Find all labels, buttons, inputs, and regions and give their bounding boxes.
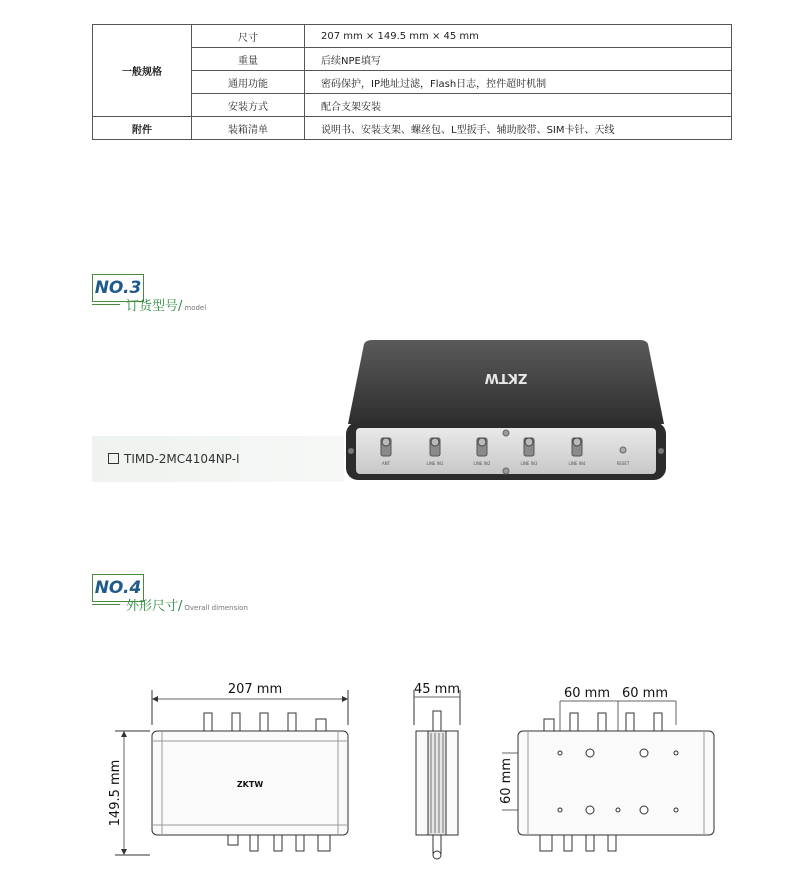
section-title-en: model [184,304,207,312]
section-title [126,595,248,614]
device-image [340,338,672,486]
row-value: 配合支架安装 [305,94,732,117]
rear-spacing-label-2: 60 mm [621,686,669,701]
port-label: LINE IN3 [520,461,538,466]
antenna-connector [381,438,391,466]
section-divider [92,604,120,605]
front-view [115,690,348,855]
screw-icon [658,448,664,454]
side-view [414,690,460,859]
row-value: 密码保护，IP地址过滤，Flash日志，控件超时机制 [305,71,732,94]
row-key: 通用功能 [192,71,305,94]
section-number: NO.3 [92,274,144,302]
spec-table [92,24,732,140]
drawing-logo: ZKTW [236,780,264,789]
table-row [93,117,732,140]
device-logo: ZKTW [484,370,528,385]
rear-vertical-label: 60 mm [499,757,514,805]
rear-view [502,701,714,851]
section-title [126,295,206,314]
model-name: TIMD-2MC4104NP-I [124,452,240,466]
section-divider [92,304,120,305]
row-key: 重量 [192,48,305,71]
table-row [93,25,732,48]
front-height-label: 149.5 mm [108,759,123,827]
row-key: 尺寸 [192,25,305,48]
port-label: ANT [381,461,391,466]
front-width-label: 207 mm [227,682,283,697]
port-label: LINE IN2 [473,461,491,466]
port-label: LINE IN4 [568,461,586,466]
port-label: RESET [616,461,630,466]
section-title-cn: 外形尺寸/ [126,599,183,614]
port-label: LINE IN1 [426,461,444,466]
screw-icon [348,448,354,454]
screw-icon [503,430,509,436]
row-group-label: 附件 [93,117,192,140]
row-key: 安装方式 [192,94,305,117]
dimension-drawings [100,675,740,865]
row-value: 207 mm × 149.5 mm × 45 mm [305,25,732,48]
screw-icon [503,468,509,474]
section-title-en: Overall dimension [184,604,248,612]
section-number: NO.4 [92,574,144,602]
model-option [108,452,240,466]
checkbox-icon [108,453,119,464]
side-depth-label: 45 mm [413,682,461,697]
rear-spacing-label-1: 60 mm [563,686,611,701]
section-title-cn: 订货型号/ [126,299,183,314]
row-key: 装箱清单 [192,117,305,140]
row-value: 说明书、安装支架、螺丝包、L型扳手、辅助胶带、SIM卡针、天线 [305,117,732,140]
row-group-label: 一般规格 [93,25,192,117]
row-value: 后续NPE填写 [305,48,732,71]
